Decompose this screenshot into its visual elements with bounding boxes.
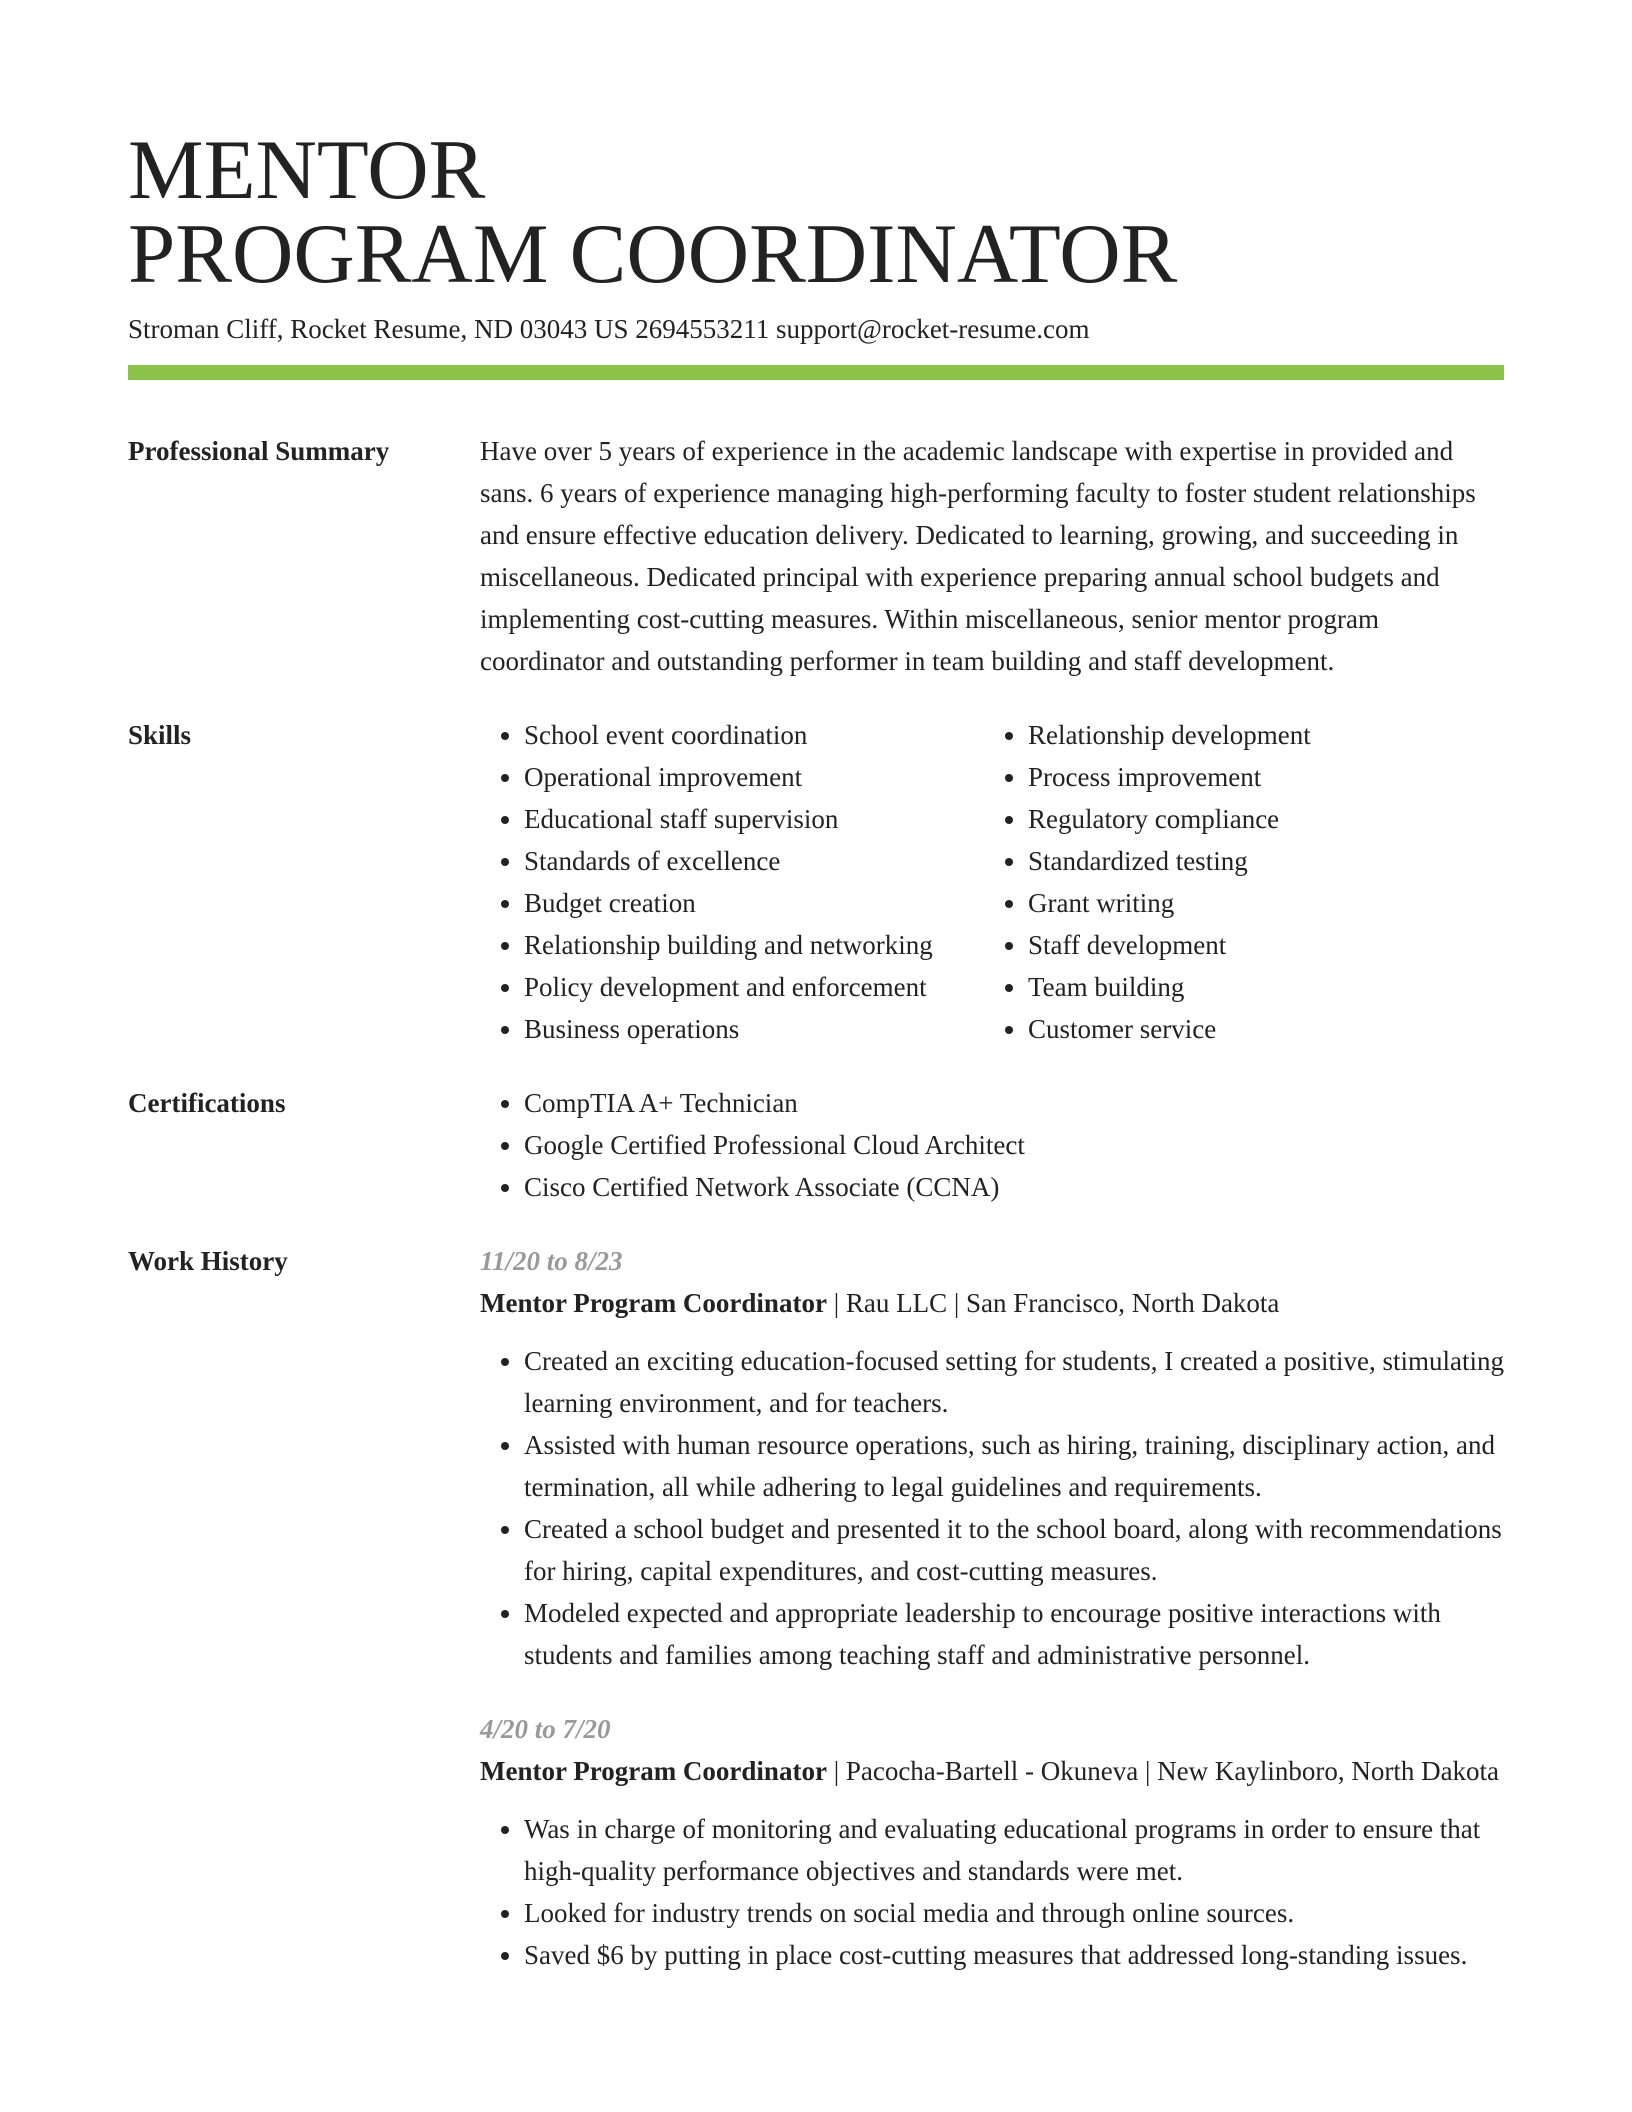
job-entry: [480, 1240, 1504, 1676]
job-dates: 4/20 to 7/20: [480, 1714, 611, 1744]
work-history-label: Work History: [128, 1246, 288, 1276]
skills-grid: [480, 714, 1504, 1050]
certification-item: • Google Certified Professional Cloud Architect: [524, 1124, 1504, 1166]
job-title: Mentor Program Coordinator: [480, 1756, 827, 1786]
title-line-1: MENTOR: [128, 123, 486, 217]
work-history-section: [128, 1240, 1504, 1976]
skill-item: • Regulatory compliance: [1028, 798, 1504, 840]
skill-item: • Relationship development: [1028, 714, 1504, 756]
skill-item: • School event coordination: [524, 714, 984, 756]
skill-item: • Team building: [1028, 966, 1504, 1008]
skill-item: • Standards of excellence: [524, 840, 984, 882]
certifications-list: [480, 1082, 1504, 1208]
certifications-section: [128, 1082, 1504, 1208]
job-bullets: [480, 1808, 1504, 1976]
certification-item: • CompTIA A+ Technician: [524, 1082, 1504, 1124]
job-bullet: • Saved $6 by putting in place cost-cutting measures that addressed long-standing issues.: [524, 1934, 1504, 1976]
resume-title: [128, 123, 1504, 301]
skills-section: [128, 714, 1504, 1050]
skill-item: • Relationship building and networking: [524, 924, 984, 966]
job-heading: [480, 1750, 1504, 1792]
skill-item: • Customer service: [1028, 1008, 1504, 1050]
job-bullet: • Created a school budget and presented it to the school board, along with recommendations for hiring, capital expenditures, and cost-cutting measures.: [524, 1508, 1504, 1592]
work-history-body: [480, 1240, 1504, 1976]
job-bullet: • Was in charge of monitoring and evaluating educational programs in order to ensure that high-quality performance objectives and standards were met.: [524, 1808, 1504, 1892]
skill-item: • Educational staff supervision: [524, 798, 984, 840]
summary-label: Professional Summary: [128, 436, 390, 466]
job-details: | Pacocha-Bartell - Okuneva | New Kaylinboro, North Dakota: [826, 1756, 1500, 1786]
job-bullets: [480, 1340, 1504, 1676]
certifications-body: [480, 1082, 1504, 1208]
skill-item: • Staff development: [1028, 924, 1504, 966]
accent-divider: [128, 365, 1504, 380]
certification-item: • Cisco Certified Network Associate (CCNA): [524, 1166, 1504, 1208]
job-title: Mentor Program Coordinator: [480, 1288, 827, 1318]
title-line-2: PROGRAM COORDINATOR: [128, 207, 1178, 301]
skill-item: • Business operations: [524, 1008, 984, 1050]
certifications-label: Certifications: [128, 1088, 286, 1118]
job-bullet: • Modeled expected and appropriate leadership to encourage positive interactions with students and families among teaching staff and administrative personnel.: [524, 1592, 1504, 1676]
skills-column-2: [984, 714, 1504, 1050]
job-heading: [480, 1282, 1504, 1324]
job-bullet: • Assisted with human resource operations, such as hiring, training, disciplinary action, and termination, all while adhering to legal guidelines and requirements.: [524, 1424, 1504, 1508]
resume-page: [128, 0, 1504, 1976]
summary-text: Have over 5 years of experience in the academic landscape with expertise in provided and sans. 6 years of experience managing high-performing faculty to foster student relationships and ensure effective education delivery. Dedicated to learning, growing, and succeeding in miscellaneous. Dedicated principal with experience preparing annual school budgets and implementing cost-cutting measures. Within miscellaneous, senior mentor program coordinator and outstanding performer in team building and staff development.: [480, 436, 1476, 676]
skill-item: • Process improvement: [1028, 756, 1504, 798]
job-entry: [480, 1708, 1504, 1976]
job-details: | Rau LLC | San Francisco, North Dakota: [826, 1288, 1280, 1318]
job-bullet: • Looked for industry trends on social media and through online sources.: [524, 1892, 1504, 1934]
skills-column-1: [480, 714, 984, 1050]
skill-item: • Policy development and enforcement: [524, 966, 984, 1008]
skills-label: Skills: [128, 720, 192, 750]
job-dates: 11/20 to 8/23: [480, 1246, 623, 1276]
contact-line: Stroman Cliff, Rocket Resume, ND 03043 US 2694553211 support@rocket-resume.com: [128, 314, 1090, 344]
skill-item: • Grant writing: [1028, 882, 1504, 924]
job-bullet: • Created an exciting education-focused setting for students, I created a positive, stimulating learning environment, and for teachers.: [524, 1340, 1504, 1424]
skill-item: • Budget creation: [524, 882, 984, 924]
skill-item: • Standardized testing: [1028, 840, 1504, 882]
skill-item: • Operational improvement: [524, 756, 984, 798]
summary-section: [128, 430, 1504, 682]
